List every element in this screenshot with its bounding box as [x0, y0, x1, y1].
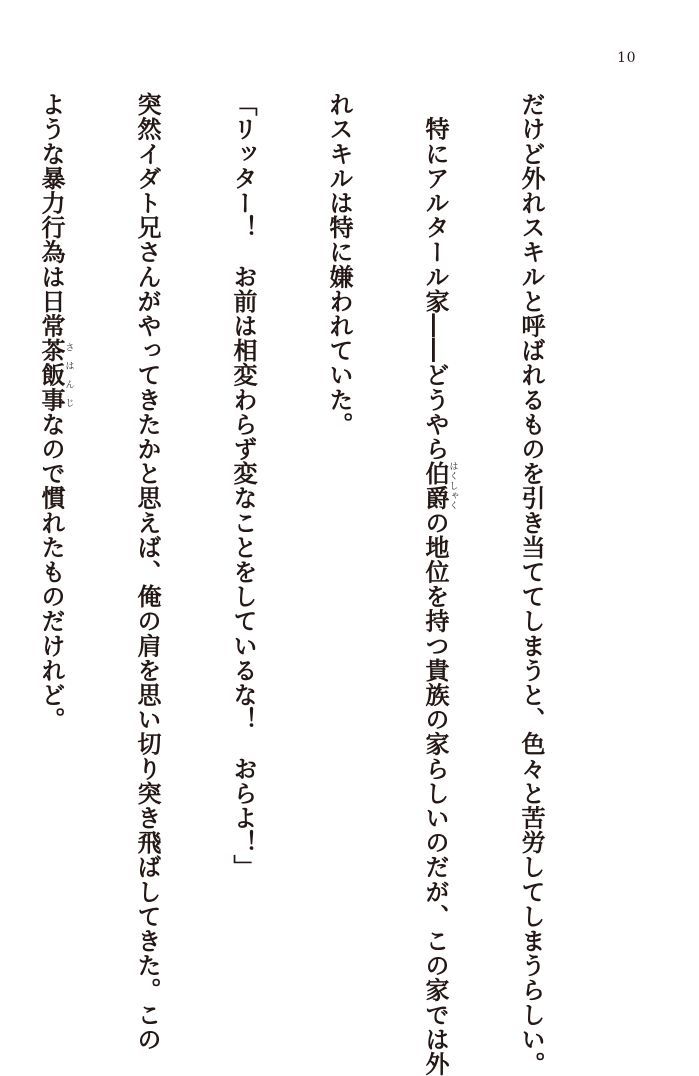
page-number: 10: [617, 50, 636, 66]
text-line: れスキルは特に嫌われていた。: [325, 92, 354, 437]
ruby-reading: さはんじ: [63, 338, 74, 412]
novel-text-body: [37, 92, 603, 1076]
text-line: 突然イダト兄さんがやってきたかと思えば、俺の肩を思い切り突き飛ばしてきた。この: [133, 92, 162, 1052]
text-line-with-ruby: ような暴力行為は日常茶飯事さはんじなので慣れたものだけれど。: [37, 92, 74, 732]
dialogue-line: 「リッター！ お前は相変わらず変なことをしているな！ おらよ！」: [229, 92, 258, 880]
text-line: だけど外れスキルと呼ばれるものを引き当ててしまうと、色々と苦労してしまうらしい。: [517, 92, 546, 1076]
ruby-reading: はくしゃく: [447, 461, 458, 511]
ruby-word: 伯爵はくしゃく: [421, 461, 458, 511]
ruby-word: 茶飯事さはんじ: [37, 338, 74, 412]
text-line-with-ruby: 特にアルタール家――どうやら伯爵はくしゃくの地位を持つ貴族の家らしいのだが、この家では外: [421, 92, 458, 1076]
